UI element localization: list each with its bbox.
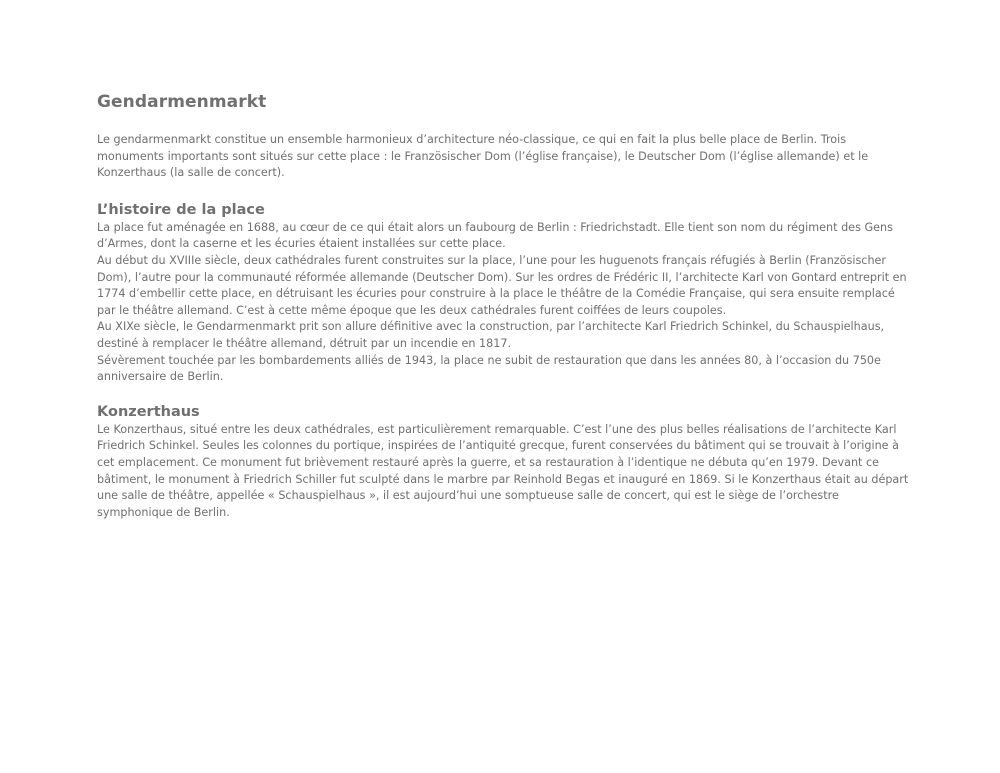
section-heading: L’histoire de la place [97, 201, 265, 218]
paragraph: Sévèrement touchée par les bombardements alliés de 1943, la place ne subit de restauration que dans les années 80, à l’occasion du 750e anniversaire de Berlin. [97, 353, 881, 384]
document-page [97, 90, 909, 537]
section-history [97, 200, 909, 386]
paragraph: Au début du XVIIIe siècle, deux cathédrales furent construites sur la place, l’une pour les huguenots français réfugiés à Berlin (Französischer Dom), l’autre pour la communauté réformée allemande (Deutscher Dom). Sur les ordres de Frédéric II, l’architecte Karl von Gontard entreprit en 1774 d’embellir cette place, en détruisant les écuries pour construire à la place le théâtre de la Comédie Française, qui sera ensuite remplacé par le théâtre allemand. C’est à cette même époque que les deux cathédrales furent coiffées de leurs coupoles. [97, 253, 907, 317]
intro-paragraph: Le gendarmenmarkt constitue un ensemble harmonieux d’architecture néo-classique, ce qui en fait la plus belle place de Berlin. Trois monuments importants sont situés sur cette place : le Französischer Dom (l’église française), le Deutscher Dom (l’église allemande) et le Konzerthaus (la salle de concert). [97, 133, 869, 180]
paragraph: La place fut aménagée en 1688, au cœur de ce qui était alors un faubourg de Berlin : Friedrichstadt. Elle tient son nom du régiment des Gens d’Armes, dont la caserne et les écuries étaient installées sur cette place. [97, 220, 893, 251]
paragraph: Le Konzerthaus, situé entre les deux cathédrales, est particulièrement remarquable. C’est l’une des plus belles réalisations de l’architecte Karl Friedrich Schinkel. Seules les colonnes du portique, inspirées de l’antiquité grecque, furent conservées du bâtiment qui se trouvait à l’origine à cet emplacement. Ce monument fut brièvement restauré après la guerre, et sa restauration à l’identique ne débuta qu’en 1979. Devant ce bâtiment, le monument à Friedrich Schiller fut sculpté dans le marbre par Reinhold Begas et inauguré en 1869. Si le Konzerthaus était au départ une salle de théâtre, appellée « Schauspielhaus », il est aujourd’hui une somptueuse salle de concert, qui est le siège de l’orchestre symphonique de Berlin. [97, 422, 909, 519]
paragraph: Au XIXe siècle, le Gendarmenmarkt prit son allure définitive avec la construction, par l’architecte Karl Friedrich Schinkel, du Schauspielhaus, destiné à remplacer le théâtre allemand, détruit par un incendie en 1817. [97, 320, 885, 350]
section-konzerthaus [97, 402, 909, 522]
section-heading: Konzerthaus [97, 403, 200, 420]
document-title: Gendarmenmarkt [97, 92, 267, 112]
